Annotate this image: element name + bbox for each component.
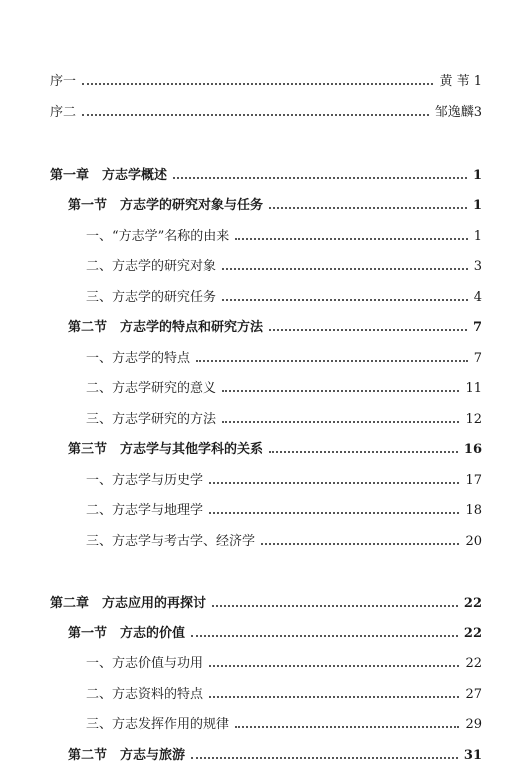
- item-title: 二、方志学与地理学: [86, 503, 204, 518]
- toc-entry-item[interactable]: [0, 282, 516, 304]
- section-title: 第一节 方志学的研究对象与任务: [68, 198, 264, 213]
- dot-leader: [261, 543, 459, 545]
- dot-leader: [222, 390, 459, 392]
- item-title: 三、方志学与考古学、经济学: [86, 534, 256, 549]
- item-title: 三、方志发挥作用的规律: [86, 717, 230, 732]
- entry-page: 29: [465, 717, 482, 732]
- entry-page: 22: [463, 596, 482, 611]
- dot-leader: [209, 665, 459, 667]
- entry-page: 7: [472, 320, 482, 335]
- entry-title: 序一: [50, 74, 77, 89]
- toc-entry-item[interactable]: [0, 343, 516, 365]
- item-title: 三、方志学研究的方法: [86, 412, 217, 427]
- toc-entry-section[interactable]: [0, 434, 516, 456]
- dot-leader: [209, 696, 459, 698]
- dot-leader: [222, 421, 459, 423]
- entry-page: 22: [463, 626, 482, 641]
- dot-leader: [82, 83, 433, 85]
- entry-page: 18: [465, 503, 482, 518]
- item-title: 二、方志学的研究对象: [86, 259, 217, 274]
- section-title: 第二节 方志与旅游: [68, 748, 186, 763]
- entry-page: 22: [465, 656, 482, 671]
- entry-page: 7: [473, 351, 482, 366]
- entry-page: 11: [465, 381, 482, 396]
- entry-page: 16: [463, 442, 482, 457]
- toc-entry-item[interactable]: [0, 373, 516, 395]
- item-title: 一、“方志学”名称的由来: [86, 229, 230, 244]
- dot-leader: [235, 238, 467, 240]
- toc-entry-item[interactable]: [0, 465, 516, 487]
- toc-entry-item[interactable]: [0, 648, 516, 670]
- entry-page: 31: [463, 748, 482, 763]
- toc-entry-item[interactable]: [0, 404, 516, 426]
- dot-leader: [212, 605, 458, 607]
- entry-page: 1: [473, 74, 482, 89]
- entry-page: 12: [465, 412, 482, 427]
- toc-entry-item[interactable]: [0, 221, 516, 243]
- chapter-title: 第一章 方志学概述: [50, 168, 168, 183]
- section-title: 第三节 方志学与其他学科的关系: [68, 442, 264, 457]
- entry-page: 27: [465, 687, 482, 702]
- dot-leader: [191, 635, 458, 637]
- item-title: 二、方志资料的特点: [86, 687, 204, 702]
- section-title: 第一节 方志的价值: [68, 626, 186, 641]
- toc-entry-item[interactable]: [0, 679, 516, 701]
- toc-entry-preface-1[interactable]: [0, 66, 516, 88]
- item-title: 一、方志价值与功用: [86, 656, 204, 671]
- dot-leader: [82, 114, 429, 116]
- toc-entry-section[interactable]: [0, 190, 516, 212]
- entry-page: 17: [465, 473, 482, 488]
- dot-leader: [222, 299, 468, 301]
- item-title: 三、方志学的研究任务: [86, 290, 217, 305]
- entry-author-page: [435, 106, 482, 119]
- item-title: 一、方志学与历史学: [86, 473, 204, 488]
- toc-entry-item[interactable]: [0, 251, 516, 273]
- section-title: 第二节 方志学的特点和研究方法: [68, 320, 264, 335]
- entry-author-page: [439, 75, 482, 88]
- toc-entry-chapter-1[interactable]: [0, 160, 516, 182]
- entry-page: 1: [472, 198, 482, 213]
- dot-leader: [191, 757, 458, 759]
- entry-page: 1: [472, 168, 482, 183]
- toc-entry-section[interactable]: [0, 312, 516, 334]
- toc-entry-item[interactable]: [0, 495, 516, 517]
- toc-entry-chapter-2[interactable]: [0, 588, 516, 610]
- entry-page: 3: [473, 259, 482, 274]
- dot-leader: [235, 726, 459, 728]
- entry-page: 3: [473, 105, 482, 120]
- dot-leader: [269, 329, 467, 331]
- dot-leader: [196, 360, 468, 362]
- dot-leader: [269, 451, 458, 453]
- dot-leader: [222, 268, 468, 270]
- entry-author: 黄 苇: [439, 74, 470, 89]
- entry-page: 1: [473, 229, 482, 244]
- entry-page: 20: [465, 534, 482, 549]
- dot-leader: [209, 482, 459, 484]
- entry-page: 4: [473, 290, 482, 305]
- item-title: 一、方志学的特点: [86, 351, 191, 366]
- toc-entry-section[interactable]: [0, 740, 516, 762]
- toc-entry-item[interactable]: [0, 709, 516, 731]
- toc-entry-preface-2[interactable]: [0, 97, 516, 119]
- entry-title: 序二: [50, 105, 77, 120]
- dot-leader: [173, 177, 467, 179]
- dot-leader: [269, 207, 467, 209]
- toc-entry-item[interactable]: [0, 526, 516, 548]
- item-title: 二、方志学研究的意义: [86, 381, 217, 396]
- toc-entry-section[interactable]: [0, 618, 516, 640]
- entry-author: 邹逸麟: [434, 105, 474, 120]
- dot-leader: [209, 512, 459, 514]
- chapter-title: 第二章 方志应用的再探讨: [50, 596, 207, 611]
